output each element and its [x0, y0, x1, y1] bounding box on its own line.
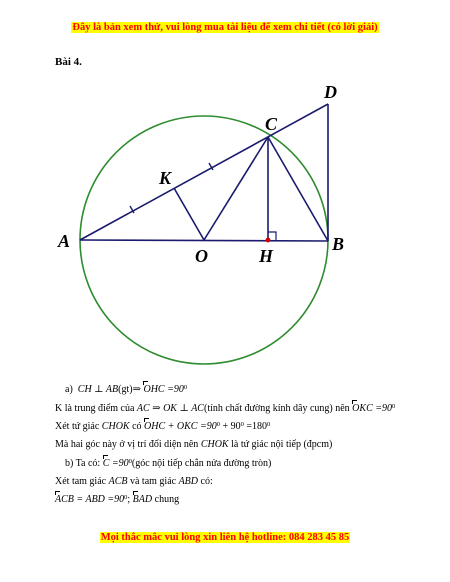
- solution-line-4: [55, 439, 332, 451]
- solution-line-2: [55, 403, 395, 415]
- preview-banner-text: Đây là bản xem thử, vui lòng mua tài liệu để xem chi tiết (có lời giải): [72, 22, 378, 33]
- math-angle-bad: BAD: [132, 494, 153, 505]
- math-angle-okc: OKC =90: [352, 403, 392, 414]
- math-angle-c: C =90: [102, 458, 129, 469]
- label-B: B: [332, 234, 345, 254]
- text: là tứ giác nội tiếp (đpcm): [231, 439, 333, 450]
- degree-sup: 0: [216, 421, 220, 428]
- math-triangle-acb: ACB: [108, 476, 128, 487]
- degree-sup: 0: [128, 458, 132, 465]
- label-C: C: [265, 114, 278, 134]
- math-triangle-abd: ABD: [178, 476, 199, 487]
- segment-CO: [204, 137, 268, 240]
- math-ok-perp-ac: AC ⇒ OK ⊥ AC: [136, 403, 204, 414]
- part-b-label: b) Ta có:: [65, 458, 101, 469]
- math-angle-ohc: OHC =90: [143, 384, 184, 395]
- hotline-banner-text: Mọi thắc mắc vui lòng xin liên hệ hotline: 084 283 45 85: [100, 532, 350, 543]
- text: Xét tam giác: [55, 476, 107, 487]
- text: chung: [154, 494, 180, 505]
- text: Mà hai góc này ở vị trí đối diện nên: [55, 439, 199, 450]
- text: có:: [200, 476, 213, 487]
- text: và tam giác: [129, 476, 177, 487]
- point-H-dot: [266, 238, 271, 243]
- solution-line-3: [55, 421, 270, 433]
- degree-sup: 0: [183, 384, 188, 391]
- segment-KO: [174, 188, 204, 240]
- math: =180: [243, 421, 267, 432]
- given-note: (gt): [118, 384, 133, 395]
- degree-sup: 0: [391, 403, 396, 410]
- segment-AB: [80, 240, 328, 241]
- solution-line-7: [55, 494, 179, 506]
- text: K là trung điểm của: [55, 403, 135, 414]
- separator: ;: [127, 494, 131, 505]
- math-quad: CHOK: [200, 439, 229, 450]
- label-A: A: [58, 231, 71, 251]
- implies-symbol: ⇒: [132, 384, 141, 395]
- text: Xét tứ giác: [55, 421, 100, 432]
- math-angles-equal: ACB = ABD =90: [55, 494, 125, 505]
- degree-sup: 0: [240, 421, 244, 428]
- label-H: H: [259, 246, 274, 266]
- math: + 90: [219, 421, 241, 432]
- text: có: [132, 421, 142, 432]
- text: (tính chất đường kính dây cung) nên: [203, 403, 350, 414]
- label-O: O: [195, 246, 208, 266]
- solution-line-b: [65, 458, 271, 470]
- exercise-heading: Bài 4.: [55, 56, 82, 68]
- math-quad: CHOK: [101, 421, 130, 432]
- segment-CB: [268, 137, 328, 241]
- degree-sup: 0: [267, 421, 271, 428]
- part-a-label: a): [65, 384, 73, 395]
- degree-sup: 0: [124, 494, 128, 501]
- label-D: D: [324, 82, 337, 102]
- math-ch-perp-ab: CH ⊥ AB: [77, 384, 119, 395]
- solution-line-a: [65, 384, 187, 396]
- solution-line-6: [55, 476, 213, 488]
- label-K: K: [159, 168, 172, 188]
- text: (góc nội tiếp chắn nửa đường tròn): [131, 458, 272, 469]
- math-angle-sum: OHC + OKC =90: [144, 421, 217, 432]
- segment-AD: [80, 104, 328, 240]
- hotline-banner: [0, 532, 450, 543]
